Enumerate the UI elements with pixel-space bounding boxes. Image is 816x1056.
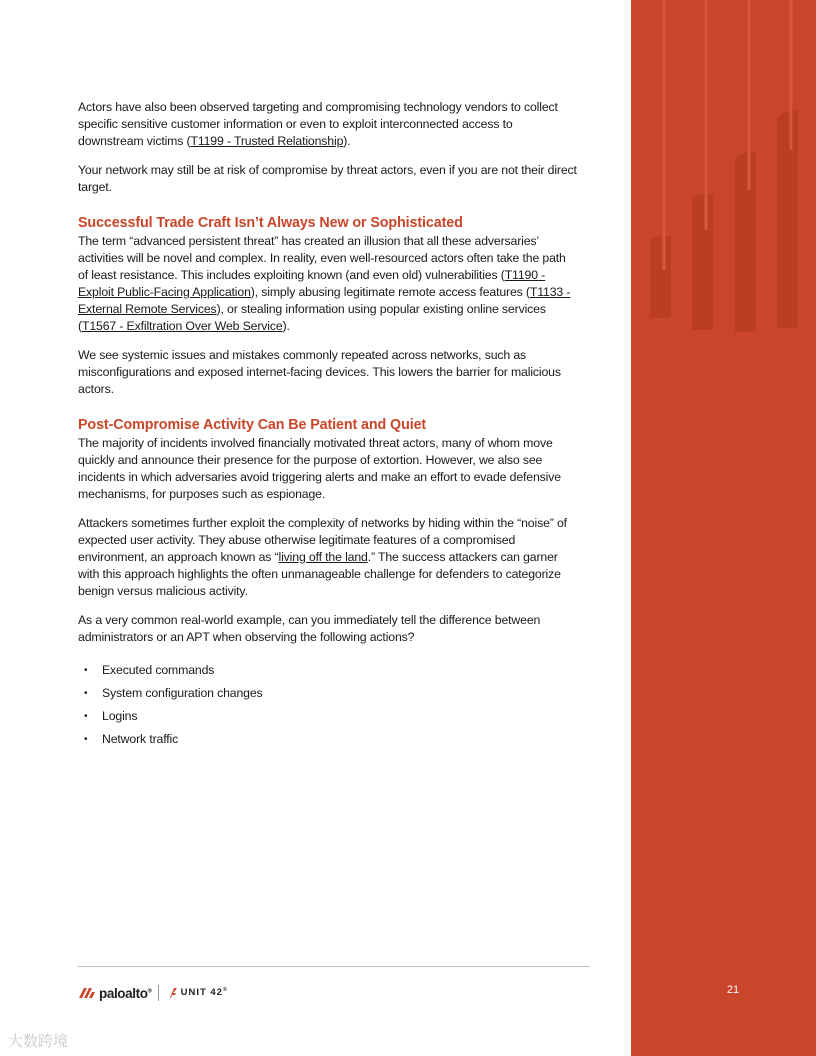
bullet-icon: •	[84, 665, 88, 676]
stripe-block-1	[650, 236, 671, 318]
footer-logos	[78, 983, 228, 1003]
stripe-block-3	[735, 152, 756, 332]
link-living-off-the-land[interactable]: living off the land	[278, 550, 368, 564]
decorative-sidebar	[631, 0, 816, 1056]
bullet-icon: •	[84, 711, 88, 722]
unit42-logo-icon	[167, 987, 179, 999]
paloalto-logo-icon	[78, 987, 96, 999]
logo-divider	[158, 985, 159, 1001]
paragraph-network-risk: Your network may still be at risk of compromise by threat actors, even if you are not their direct target.	[78, 163, 577, 194]
link-t1190[interactable]: T1190 - Exploit Public-Facing Application	[78, 268, 546, 299]
heading-trade-craft: Successful Trade Craft Isn’t Always New or Sophisticated	[78, 215, 463, 231]
list-item: • System configuration changes	[84, 686, 263, 700]
bullet-icon: •	[84, 688, 88, 699]
paragraph-vendor-targeting: Actors have also been observed targeting and compromising technology vendors to collect specific sensitive customer information or even to exploit interconnected access to downstream victims (T1199 - Trusted Relationship).	[78, 100, 558, 148]
paragraph-apt-illusion: The term “advanced persistent threat” has created an illusion that all these adversaries’ activities will be novel and complex. In reality, even well-resourced actors often take the path of least resistance. This includes exploiting known (and even old) vulnerabilities (T1190 - Exploit Public-Facing Application), simply abusing legitimate remote access features (T1133 - External Remote Services), or stealing information using popular existing online services (T1567 - Exfiltration Over Web Service).	[78, 234, 571, 333]
link-t1567[interactable]: T1567 - Exfiltration Over Web Service	[81, 319, 283, 333]
list-item: • Network traffic	[84, 732, 179, 746]
link-t1133[interactable]: T1133 - External Remote Services	[78, 285, 571, 316]
heading-post-compromise: Post-Compromise Activity Can Be Patient and Quiet	[78, 417, 427, 433]
paragraph-systemic-issues: We see systemic issues and mistakes commonly repeated across networks, such as misconfigurations and exposed internet-facing devices. This lowers the barrier for malicious actors.	[78, 348, 561, 396]
article-body	[78, 99, 578, 754]
footer-divider	[78, 966, 590, 967]
paragraph-real-world-example: As a very common real-world example, can you immediately tell the difference between administrators or an APT when observing the following actions?	[78, 613, 541, 644]
sidebar-stripes-graphic	[631, 0, 816, 1056]
list-item: • Logins	[84, 709, 138, 723]
watermark-text: 大数跨境	[8, 1033, 69, 1050]
page-number: 21	[726, 984, 740, 996]
paloalto-wordmark: paloalto®	[99, 985, 152, 1001]
bullet-icon: •	[84, 734, 88, 745]
paragraph-incidents: The majority of incidents involved financially motivated threat actors, many of whom move quickly and announce their presence for the purpose of extortion. However, we also see incidents in which adversaries avoid triggering alerts and make an effort to evade defensive mechanisms, for purposes such as espionage.	[78, 436, 561, 501]
stripe-block-4	[777, 110, 798, 328]
link-t1199[interactable]: T1199 - Trusted Relationship	[190, 134, 344, 148]
actions-list	[78, 662, 578, 754]
stripe-block-2	[692, 194, 713, 330]
unit42-wordmark: UNIT 42®	[180, 987, 228, 999]
list-item: • Executed commands	[84, 663, 215, 677]
paragraph-living-off-land: Attackers sometimes further exploit the complexity of networks by hiding within the “noise” of expected user activity. They abuse otherwise legitimate features of a compromised environment, an approach known as “living off the land.” The success attackers can garner with this approach highlights the often unmanageable challenge for defenders to categorize benign versus malicious activity.	[78, 516, 567, 598]
